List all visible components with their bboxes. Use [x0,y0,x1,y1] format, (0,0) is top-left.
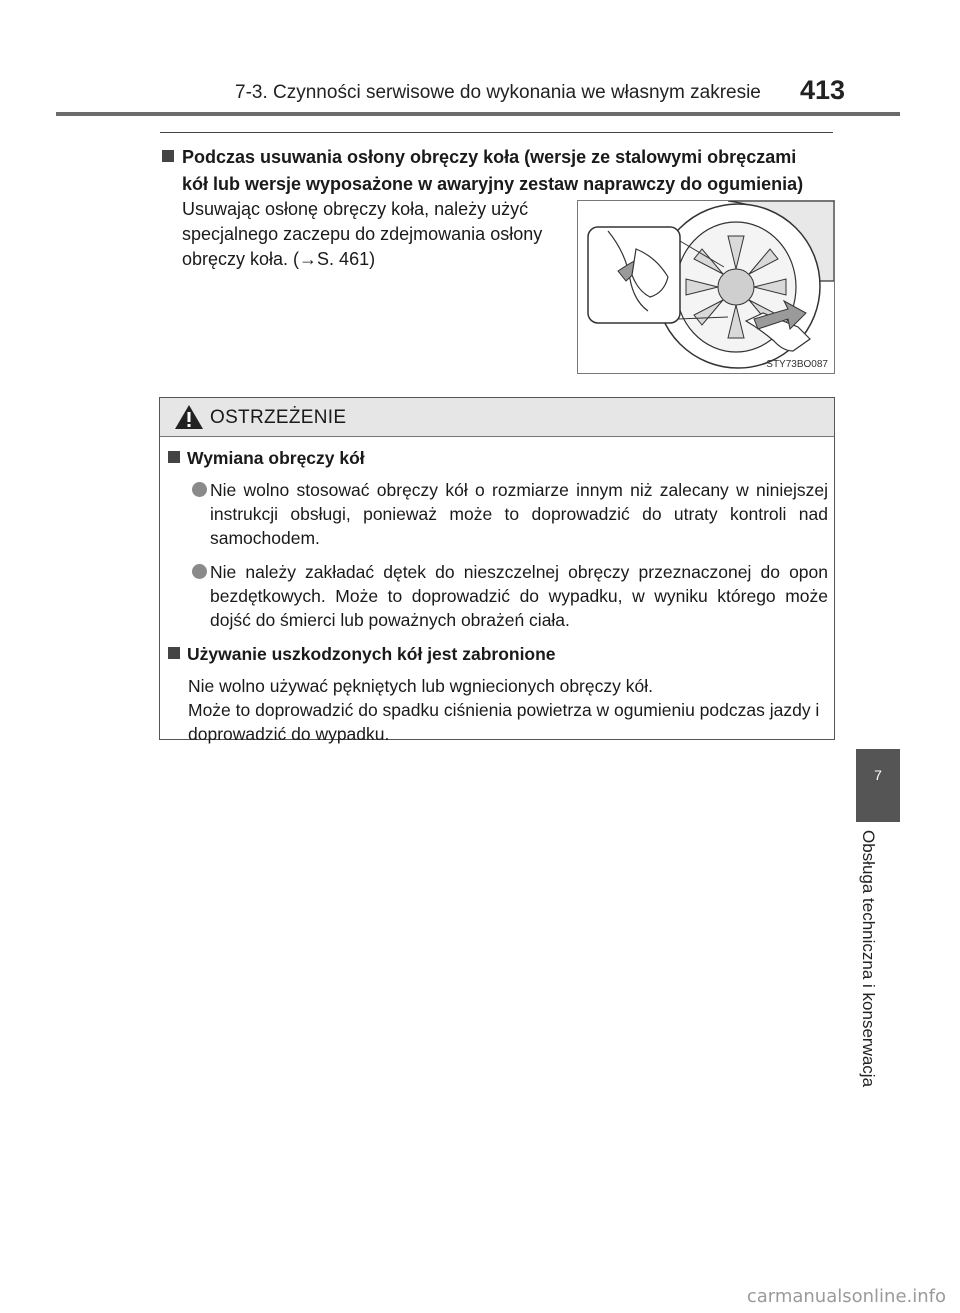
section-heading-line1: Podczas usuwania osłony obręczy koła (wersje ze stalowymi obręczami [182,147,797,167]
header-section-title: 7-3. Czynności serwisowe do wykonania we własnym zakresie [235,82,761,103]
round-bullet-icon [192,482,207,497]
warning-subheading-2-text: Używanie uszkodzonych kół jest zabronione [187,644,556,664]
warning-bullet-2 [168,560,828,632]
square-bullet-icon [168,451,180,463]
round-bullet-icon [192,564,207,579]
warning-bullet-1-text: Nie wolno stosować obręczy kół o rozmiarze innym niż zalecany w niniejszej instrukcji obsługi, ponieważ może to doprowadzić do utraty kontroli nad samochodem. [210,480,828,548]
warning-triangle-icon [174,404,204,430]
chapter-tab-label-text: Obsługa techniczna i konserwacja [859,830,878,1088]
illustration-drawing [578,201,834,373]
section-body-text: Usuwając osłonę obręczy koła, należy użyć specjalnego zaczepu do zdejmowania osłony obręczy koła. (→S. 461) [182,199,543,269]
figure-code: STY73BO087 [766,359,828,370]
warning-subheading-1 [168,446,828,470]
warning-subheading-2 [168,642,828,666]
warning-header [160,398,834,437]
warning-bullet-2-text: Nie należy zakładać dętek do nieszczelnej obręczy przeznaczonej do opon bezdętkowych. Może to doprowadzić do wypadku, w wyniku którego może dojść do śmierci lub poważnych obrażeń ciała. [210,562,828,630]
square-bullet-icon [168,647,180,659]
chapter-tab-label [846,830,890,1160]
section-heading [162,144,834,198]
header-rule [56,112,900,116]
warning-body [168,446,828,746]
section-rule [160,132,833,133]
hubcap-removal-illustration [577,200,835,374]
warning-title: OSTRZEŻENIE [210,407,347,428]
page-number: 413 [800,75,846,105]
warning-bullet-1 [168,478,828,550]
warning-box [159,397,835,744]
footer-watermark: carmanualsonline.info [746,1286,946,1307]
warning-paragraph-line1: Nie wolno używać pękniętych lub wgniecionych obręczy kół. [188,676,653,696]
warning-subheading-1-text: Wymiana obręczy kół [187,448,365,468]
square-bullet-icon [162,150,174,162]
chapter-tab-number: 7 [856,749,900,822]
warning-paragraph-line2: Może to doprowadzić do spadku ciśnienia powietrza w ogumieniu podczas jazdy i doprowadzić do wypadku. [188,700,820,744]
section-heading-line2: kół lub wersje wyposażone w awaryjny zestaw naprawczy do ogumienia) [182,174,804,194]
